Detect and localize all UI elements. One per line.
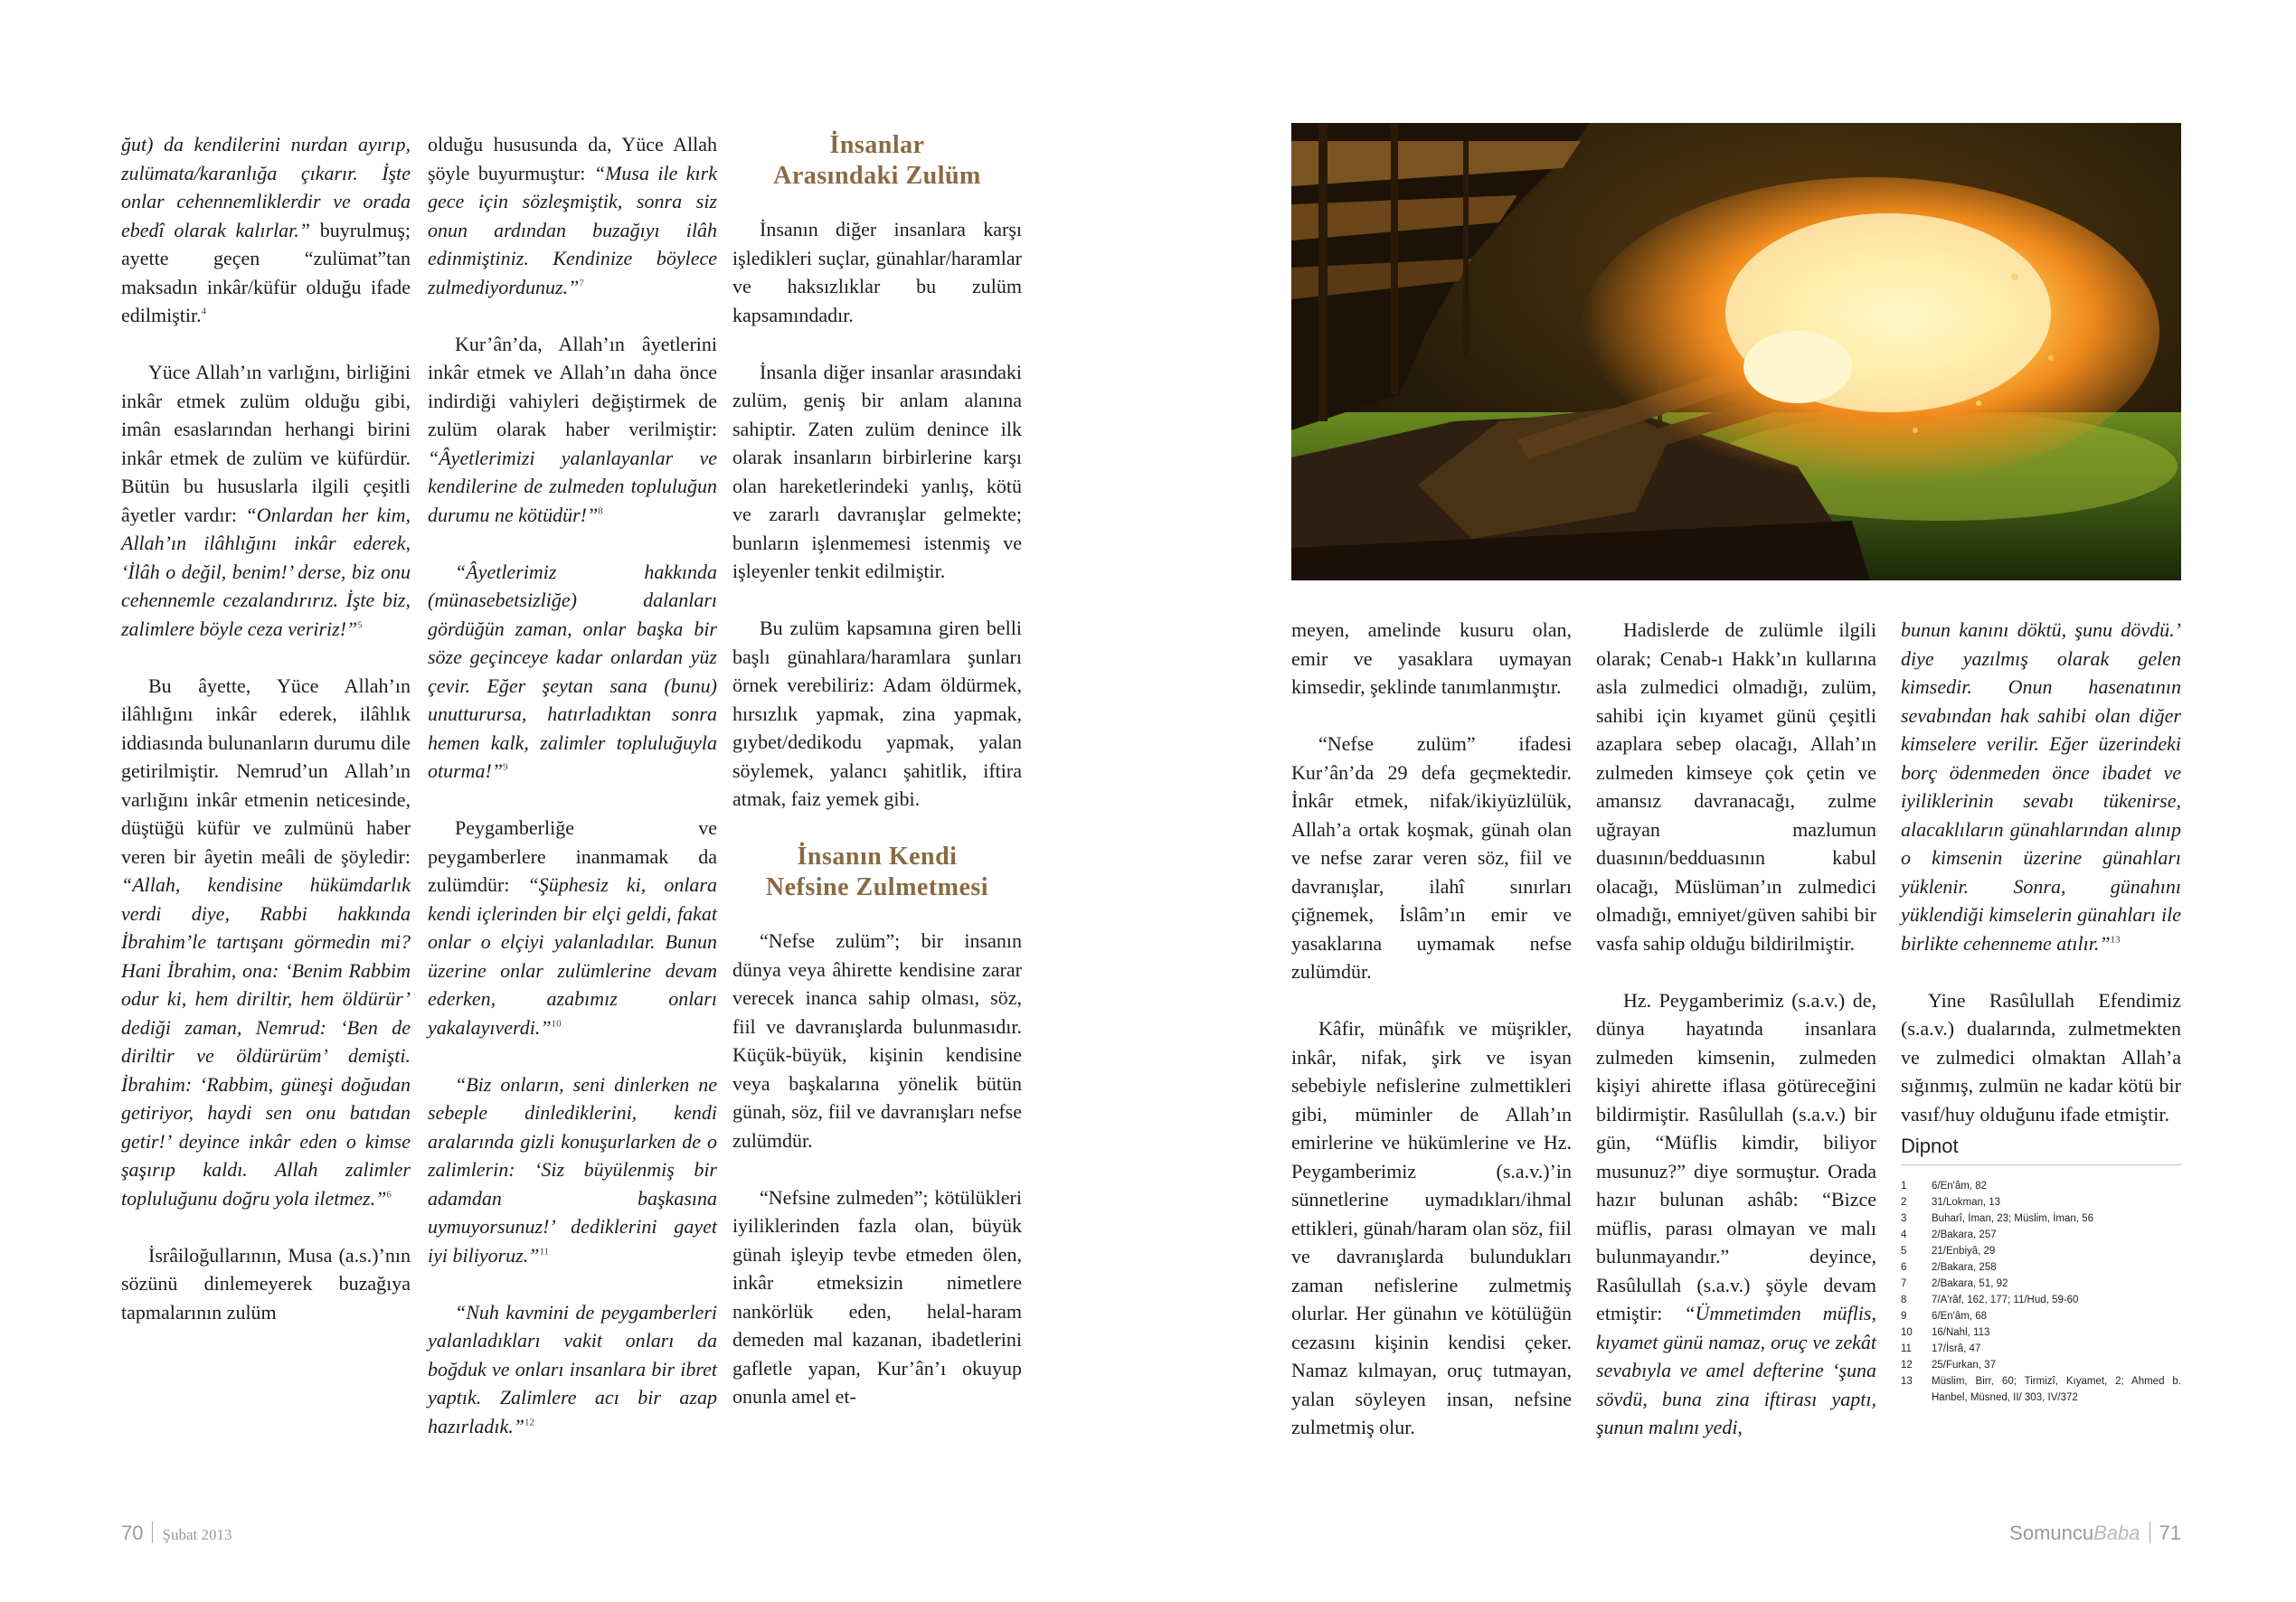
paragraph: “Âyetlerimiz hakkında (münasebetsizliğe) dalanları gördüğün zaman, onlar başka bir söze geçinceye kadar onlardan yüz çevir. Eğer şeytan sana (bunu) unutturursa, hatırladıktan sonra hemen kalk, zalimler topluluğuyla oturma!”$^9$ xyxy=(428,560,717,782)
footnote-ref: 12 xyxy=(524,1417,534,1428)
footnote-text: Buharî, İman, 23; Müslim, İman, 56 xyxy=(1932,1212,2093,1224)
footnote-number: 10 xyxy=(1901,1326,1913,1338)
paragraph: “Nefse zulüm” ifadesi Kur’ân’da 29 defa geçmektedir. İnkâr etmek, nifak/ikiyüzlülük, Allah’a ortak koşmak, günah olan ve nefse zarar veren söz, fiil ve davranışlar, ilahî sınırları çiğnemek, İslâm’ın emir ve yasaklarına uymamak nefse zulümdür. xyxy=(1291,732,1572,983)
footnote-text: 16/Nahl, 113 xyxy=(1932,1326,1990,1338)
footnote-number: 1 xyxy=(1901,1180,1907,1192)
footnote-item xyxy=(1901,1194,2181,1211)
left-column-1 xyxy=(121,130,411,1326)
footnote-number: 6 xyxy=(1901,1261,1907,1273)
footnote-ref: 9 xyxy=(503,761,508,773)
footnote-item xyxy=(1901,1259,2181,1276)
footnote-text: 6/En'âm, 82 xyxy=(1932,1180,1988,1192)
footnote-ref: 11 xyxy=(539,1246,550,1258)
footnote-item xyxy=(1901,1324,2181,1341)
issue-date: Şubat 2013 xyxy=(162,1526,232,1543)
footnote-text: 25/Furkan, 37 xyxy=(1932,1359,1996,1371)
paragraph: Kâfir, münâfık ve müşrikler, inkâr, nifak, şirk ve isyan sebebiyle nefislerine zulmettikleri gibi, müminler de Allah’ın emirlerine ve hükümlerine ve Hz. Peygamberimiz (s.a.v.)’in sünnetlerine uymadıkları/ihmal ettikleri, günah/haram olan söz, fiil ve davranışlarda bulundukları zaman nefislerine zulmetmiş olurlar. Her günahın ve kötülüğün cezasını kişinin kendisi çeker. Namaz kılmayan, oruç tutmayan, yalan söyleyen insan, nefsine zulmetmiş olur. xyxy=(1291,1017,1572,1438)
paragraph: Hadislerde de zulümle ilgili olarak; Cenab-ı Hakk’ın kullarına asla zulmedici olmadığı, zulüm, sahibi için kıyamet günü çeşitli azaplara sebep olacağı, Allah’ın zulmeden kimseye çok çetin ve amansız davranacağı, zulme uğrayan mazlumun duasının/bedduasının kabul olacağı, Müslüman’ın zulmedici olmadığı, emniyet/güven sahibi bir vasfa sahip olduğu bildirilmiştir. xyxy=(1596,618,1876,955)
page-number: 70 xyxy=(121,1522,144,1544)
footnote-ref: 4 xyxy=(201,306,207,317)
footnote-ref: 10 xyxy=(551,1018,562,1030)
footnote-item xyxy=(1901,1292,2181,1308)
paragraph: “Nuh kavmini de peygamberleri yalanladıkları vakit onları da boğduk ve onları insanlara bir ibret yaptık. Zalimlere acı bir azap hazırladık.”$^{12}$ xyxy=(428,1300,717,1437)
footnote-text: Müslim, Birr, 60; Tirmizî, Kıyamet, 2; Ahmed b. Hanbel, Müsned, II/ 303, IV/372 xyxy=(1932,1375,2181,1403)
footnote-item xyxy=(1901,1357,2181,1373)
footnote-number: 2 xyxy=(1901,1196,1907,1208)
footnote-item xyxy=(1901,1178,2181,1194)
footnote-item xyxy=(1901,1341,2181,1357)
page-number: 71 xyxy=(2159,1522,2181,1544)
footnote-number: 11 xyxy=(1901,1343,1912,1354)
left-column-3 xyxy=(732,130,1022,1411)
paragraph: İnsanla diğer insanlar arasındaki zulüm, geniş bir anlam alanına sahiptir. Zaten zulüm denince ilk olarak insanların birbirlerine karşı olan hareketlerindeki yanlış, kötü ve zararlı davranışlar gelmekte; bunların işlenmemesi istenmiş ve işleyenler tenkit edilmiştir. xyxy=(732,360,1022,582)
footnote-list xyxy=(1901,1178,2181,1406)
paragraph: “Nefse zulüm”; bir insanın dünya veya âhirette kendisine zarar verecek inanca sahip olması, söz, fiil ve davranışlarda bulunmasıdır. Küçük-büyük, kişinin kendisine veya başkalarına yönelik bütün günah, söz, fiil ve davranışları nefse zulümdür. xyxy=(732,929,1022,1152)
footnote-number: 4 xyxy=(1901,1229,1907,1240)
battleship-firing-photo xyxy=(1291,123,2181,580)
right-column-2 xyxy=(1596,616,1876,1442)
footnote-number: 13 xyxy=(1901,1375,1913,1387)
footnote-text: 31/Lokman, 13 xyxy=(1932,1196,2001,1208)
footnote-ref: 8 xyxy=(598,505,603,517)
footnote-number: 7 xyxy=(1901,1277,1907,1289)
footnote-ref: 7 xyxy=(579,278,584,289)
paragraph: İsrâiloğullarının, Musa (a.s.)’nın sözünü dinlemeyerek buzağıya tapmalarının zulüm xyxy=(121,1243,411,1324)
footnote-number: 9 xyxy=(1901,1310,1907,1322)
paragraph: Bu zulüm kapsamına giren belli başlı günahlara/haramlara şunları örnek verebiliriz: Adam öldürmek, hırsızlık yapmak, zina yapmak, gıybet/dedikodu yapmak, yalan söylemek, yalancı şahitlik, iftira atmak, faiz yemek gibi. xyxy=(732,617,1022,810)
paragraph: Hz. Peygamberimiz (s.a.v.) de, dünya hayatında insanlara zulmeden kimsenin, zulmeden kişiyi ahirette iflasa götüreceğini bildirmiştir. Rasûlullah (s.a.v.) bir gün, “Müflis kimdir, biliyor musunuz?” diye sormuştur. Orada hazır bulunan ashâb: “Bizce müflis, parası olmayan ve malı bulunmayandır.” deyince, Rasûlullah (s.a.v.) şöyle devam etmiştir: “Ümmetimden müflis, kıyamet günü namaz, oruç ve zekât sevabıyla ve amel defterine ‘şuna sövdü, buna zina iftirası yaptı, şunun malını yedi, xyxy=(1596,988,1876,1438)
footnote-text: 21/Enbiyâ, 29 xyxy=(1932,1245,1996,1257)
footnote-text: 17/İsrâ, 47 xyxy=(1932,1343,1981,1354)
paragraph: Kur’ân’da, Allah’ın âyetlerini inkâr etmek ve Allah’ın daha önce indirdiği vahiyleri değiştirmek de zulüm olarak haber verilmiştir: “Âyetlerimizi yalanlayanlar ve kendilerine de zulmeden topluluğun durumu ne kötüdür!”$^8$ xyxy=(428,332,717,526)
footnote-item xyxy=(1901,1227,2181,1243)
footnotes-title: Dipnot xyxy=(1901,1132,2181,1165)
footnote-number: 8 xyxy=(1901,1294,1907,1305)
magazine-brand: SomuncuBaba xyxy=(2009,1522,2140,1544)
footnote-text: 2/Bakara, 257 xyxy=(1932,1229,1997,1240)
paragraph: “Nefsine zulmeden”; kötülükleri iyiliklerinden fazla olan, büyük günah işleyip tevbe etmeden ölen, inkâr etmeksizin nimetlere nankörlük eden, helal-haram demeden mal kazanan, ibadetlerini gafletle yapan, Kur’ân’ı okuyup onunla amel et- xyxy=(732,1185,1022,1408)
paragraph: İnsanın diğer insanlara karşı işledikleri suçlar, günahlar/haramlar ve haksızlıklar bu zulüm kapsamındadır. xyxy=(732,218,1022,326)
footnote-text: 6/En'âm, 68 xyxy=(1932,1310,1988,1322)
footnote-ref: 5 xyxy=(357,619,363,631)
paragraph: bunun kanını döktü, şunu dövdü.’ diye yazılmış olarak gelen kimsedir. Onun hasenatının sevabından hak sahibi olan diğer kimselere verilir. Eğer üzerindeki borç ödenmeden önce ibadet ve iyiliklerinin sevabı tükenirse, alacaklıların günahlarından alınıp o kimsenin üzerine günahları yüklenir. Sonra, günahını yüklendiği kimselerin günahları ile birlikte cehenneme atılır.”$^{13}$ xyxy=(1901,618,2181,955)
footnote-text: 2/Bakara, 258 xyxy=(1932,1261,1997,1273)
paragraph: “Biz onların, seni dinlerken ne sebeple dinlediklerini, kendi aralarında gizli konuşurlarken de o zalimlerin: ‘Siz büyülenmiş bir adamdan başkasına uymuyorsunuz!’ dediklerini gayet iyi biliyoruz.”$^{11}$ xyxy=(428,1072,717,1267)
right-column-1 xyxy=(1291,616,1572,1442)
footnote-ref: 6 xyxy=(386,1189,392,1201)
paragraph: Yüce Allah’ın varlığını, birliğini inkâr etmek zulüm olduğu gibi, imân esaslarından herhangi birini inkâr etmek de zulüm ve küfürdür. Bütün bu hususlarla ilgili çeşitli âyetler vardır: “Onlardan her kim, Allah’ın ilâhlığını inkâr ederek, ‘İlâh o değil, benim!’ derse, biz onu cehennemle cezalandırırız. İşte biz, zalimlere böyle ceza veririz!”$^5$ xyxy=(121,361,411,640)
footnote-number: 5 xyxy=(1901,1245,1907,1257)
footnote-item xyxy=(1901,1308,2181,1324)
paragraph: olduğu hususunda da, Yüce Allah şöyle buyurmuştur: “Musa ile kırk gece için sözleşmiştik, sonra siz onun ardından buzağıyı ilâh edinmiştiniz. Kendinize böylece zulmediyordunuz.”$^7$ xyxy=(428,133,717,298)
footnote-item xyxy=(1901,1243,2181,1259)
footnote-item xyxy=(1901,1276,2181,1292)
footnote-text: 2/Bakara, 51, 92 xyxy=(1932,1277,2008,1289)
section-heading-nefs: İnsanın Kendi Nefsine Zulmetmesi xyxy=(765,843,989,901)
section-heading-insanlar: İnsanlar Arasındaki Zulüm xyxy=(773,131,981,190)
paragraph: Yine Rasûlullah Efendimiz (s.a.v.) dualarında, zulmetmekten ve zulmedici olmaktan Allah’a sığınmış, zulmün ne kadar kötü bir vasıf/huy olduğunu ifade etmiştir. xyxy=(1901,988,2181,1126)
footnote-text: 7/A'râf, 162, 177; 11/Hud, 59-60 xyxy=(1932,1294,2079,1305)
right-page-footer xyxy=(2009,1522,2181,1545)
right-column-3 xyxy=(1901,616,2181,1406)
left-page-footer xyxy=(121,1522,231,1545)
footnote-number: 3 xyxy=(1901,1212,1907,1224)
footnote-number: 12 xyxy=(1901,1359,1913,1371)
footer-divider xyxy=(152,1522,153,1543)
left-column-2 xyxy=(428,130,717,1440)
photo-illustration xyxy=(1291,123,2181,580)
footnote-ref: 13 xyxy=(2110,934,2121,946)
paragraph: Peygamberliğe ve peygamberlere inanmamak da zulümdür: “Şüphesiz ki, onlara kendi içlerinden bir elçi geldi, fakat onlar o elçiyi yalanladılar. Bunun üzerine onlar zulümlerine devam ederken, azabımız onları yakalayıverdi.”$^{10}$ xyxy=(428,816,717,1039)
paragraph: ğut) da kendilerini nurdan ayırıp, zulümata/karanlığa çıkarır. İşte onlar cehennemliklerdir ve orada ebedî olarak kalırlar.” buyrulmuş; ayette geçen “zulümat”tan maksadın inkâr/küfür olduğu ifade edilmiştir.$^4$ xyxy=(121,133,411,326)
paragraph: meyen, amelinde kusuru olan, emir ve yasaklara uymayan kimsedir, şeklinde tanımlanmıştır. xyxy=(1291,618,1572,698)
footnote-item xyxy=(1901,1373,2181,1406)
footnote-item xyxy=(1901,1211,2181,1227)
paragraph: Bu âyette, Yüce Allah’ın ilâhlığını inkâr ederek, ilâhlık iddiasında bulunanların durumu dile getirilmiştir. Nemrud’un Allah’ın varlığını inkâr etmenin neticesinde, düştüğü küfür ve zulmünü haber veren bir âyetin meâli de şöyledir: “Allah, kendisine hükümdarlık verdi diye, Rabbi hakkında İbrahim’le tartışanı görmedin mi? Hani İbrahim, ona: ‘Benim Rabbim odur ki, hem diriltir, hem öldürür’ dediği zaman, Nemrud: ‘Ben de diriltir ve öldürürüm’ demişti. İbrahim: ‘Rabbim, güneşi doğudan getiriyor, haydi sen onu batıdan getir!’ deyince inkâr eden o kimse şaşırıp kaldı. Allah zalimler topluluğunu doğru yola iletmez.”$^6$ xyxy=(121,674,411,1210)
